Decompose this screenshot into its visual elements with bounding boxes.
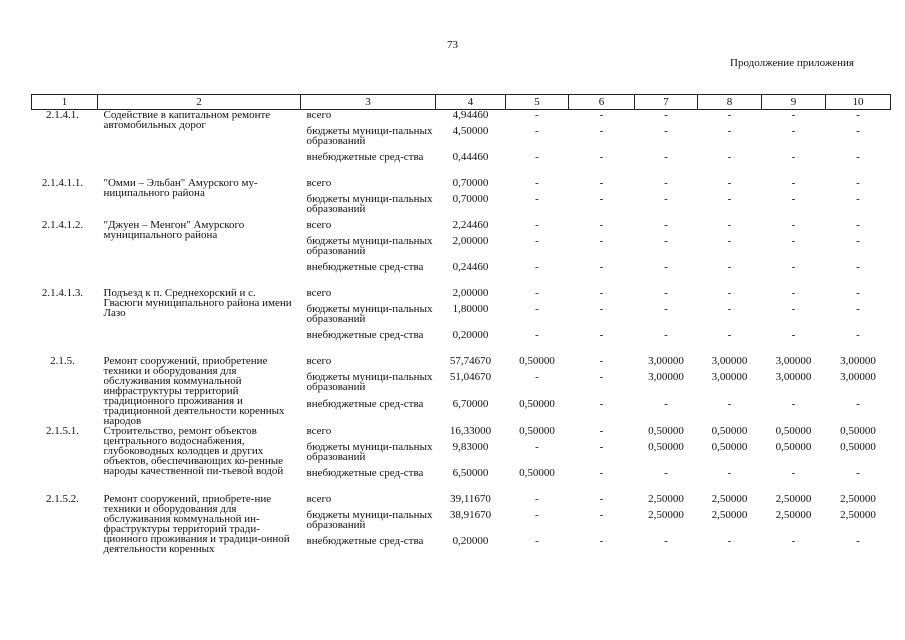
value-cell: - — [856, 397, 860, 410]
value-cell: - — [599, 508, 604, 521]
value-cell: - — [856, 124, 860, 137]
value-cell: - — [599, 302, 604, 315]
value-cell: - — [791, 260, 796, 273]
value-cell: - — [599, 218, 604, 231]
column-header: 5 — [506, 95, 569, 110]
value-cell: - — [727, 234, 732, 247]
value-cell: - — [535, 109, 539, 121]
column-header: 8 — [698, 95, 762, 110]
value-cell: 16,33000 — [449, 424, 492, 437]
value-cell: 0,50000 — [519, 424, 555, 437]
value-cell: - — [791, 218, 796, 231]
value-cell: - — [535, 218, 539, 231]
item-code: 2.1.5.2. — [46, 492, 79, 505]
funding-source: внебюджетные сред-ства — [306, 150, 424, 163]
value-cell: 0,50000 — [711, 440, 748, 453]
value-cell: - — [535, 150, 539, 163]
value-cell: 0,20000 — [452, 534, 489, 547]
item-name: Ремонт сооружений, приобретение техники и оборудования для обслуживания коммунальной инфраструктуры территорий традиционного проживания и традиционной деятельности коренных народов — [103, 354, 285, 427]
value-cell: - — [791, 176, 796, 189]
value-cell: - — [535, 370, 539, 383]
value-cell: 2,50000 — [775, 492, 812, 505]
value-cell: - — [599, 466, 604, 479]
value-cell: - — [535, 286, 539, 299]
value-cell: 6,70000 — [452, 397, 489, 410]
value-cell: 39,11670 — [450, 492, 491, 505]
item-name: "Омми – Эльбан" Амурского му-ниципального района — [103, 176, 258, 199]
item-name: Содействие в капитальном ремонте автомобильных дорог — [103, 109, 271, 131]
item-name: Ремонт сооружений, приобрете-ние техники и оборудования для обслуживания коммунальной ин-фраструктуры территорий тради-ционного проживания и традици-онной деятельности коренных — [103, 492, 290, 555]
value-cell: - — [727, 218, 732, 231]
value-cell: - — [856, 150, 860, 163]
table-row — [32, 356, 891, 372]
value-cell: - — [664, 176, 668, 189]
value-cell: - — [856, 192, 860, 205]
value-cell: 3,00000 — [711, 370, 748, 383]
table-body — [32, 110, 891, 562]
value-cell: - — [599, 440, 604, 453]
value-cell: - — [599, 534, 604, 547]
value-cell: - — [727, 260, 732, 273]
value-cell: - — [535, 176, 539, 189]
funding-source: всего — [306, 354, 332, 367]
item-code: 2.1.4.1.1. — [41, 176, 84, 189]
value-cell: - — [856, 286, 860, 299]
value-cell: - — [664, 124, 668, 137]
funding-source: бюджеты муници-пальных образований — [306, 192, 433, 215]
value-cell: - — [664, 109, 668, 121]
value-cell: 0,50000 — [648, 440, 684, 453]
value-cell: - — [535, 234, 539, 247]
funding-source: внебюджетные сред-ства — [306, 534, 424, 547]
value-cell: - — [791, 150, 796, 163]
value-cell: - — [664, 286, 668, 299]
value-cell: - — [727, 302, 732, 315]
value-cell: - — [535, 492, 539, 505]
value-cell: - — [727, 192, 732, 205]
value-cell: - — [599, 286, 604, 299]
value-cell: - — [599, 124, 604, 137]
value-cell: - — [856, 534, 860, 547]
funding-source: бюджеты муници-пальных образований — [306, 302, 433, 325]
item-name: Подъезд к п. Среднехорский и с. Гвасюги муниципального района имени Лазо — [103, 286, 292, 319]
value-cell: - — [856, 234, 860, 247]
value-cell: - — [599, 176, 604, 189]
value-cell: 2,24460 — [452, 218, 489, 231]
value-cell: 6,50000 — [452, 466, 489, 479]
value-cell: - — [791, 109, 796, 121]
value-cell: 0,44460 — [452, 150, 489, 163]
value-cell: 0,50000 — [519, 466, 555, 479]
item-code: 2.1.4.1.3. — [41, 286, 84, 299]
value-cell: - — [791, 234, 796, 247]
column-header: 2 — [98, 95, 301, 110]
value-cell: - — [856, 218, 860, 231]
value-cell: 3,00000 — [775, 370, 812, 383]
value-cell: 3,00000 — [648, 370, 684, 383]
value-cell: - — [535, 440, 539, 453]
value-cell: 3,00000 — [840, 370, 876, 383]
value-cell: - — [664, 302, 668, 315]
value-cell: 2,50000 — [648, 492, 684, 505]
value-cell: - — [535, 534, 539, 547]
value-cell: - — [599, 492, 604, 505]
value-cell: 0,50000 — [840, 424, 876, 437]
value-cell: 0,50000 — [711, 424, 748, 437]
value-cell: 0,50000 — [840, 440, 876, 453]
value-cell: - — [856, 176, 860, 189]
continuation-note: Продолжение приложения — [730, 57, 854, 69]
value-cell: 3,00000 — [711, 354, 748, 367]
funding-source: бюджеты муници-пальных образований — [306, 508, 433, 531]
value-cell: - — [599, 370, 604, 383]
funding-source: внебюджетные сред-ства — [306, 260, 424, 273]
value-cell: - — [599, 150, 604, 163]
value-cell: - — [791, 302, 796, 315]
value-cell: 2,50000 — [775, 508, 812, 521]
funding-source: внебюджетные сред-ства — [306, 466, 424, 479]
value-cell: - — [727, 466, 732, 479]
value-cell: - — [791, 328, 796, 341]
page-number: 73 — [447, 39, 458, 51]
value-cell: - — [664, 328, 668, 341]
value-cell: 2,50000 — [648, 508, 684, 521]
value-cell: 4,50000 — [452, 124, 489, 137]
value-cell: 0,50000 — [519, 397, 555, 410]
value-cell: - — [727, 534, 732, 547]
item-code: 2.1.4.1. — [46, 109, 79, 121]
funding-source: всего — [306, 109, 332, 121]
value-cell: - — [664, 397, 668, 410]
value-cell: - — [791, 534, 796, 547]
table-row — [32, 494, 891, 510]
funding-source: бюджеты муници-пальных образований — [306, 124, 433, 147]
value-cell: 3,00000 — [840, 354, 876, 367]
value-cell: 1,80000 — [452, 302, 489, 315]
funding-source: всего — [306, 492, 332, 505]
value-cell: - — [664, 234, 668, 247]
value-cell: - — [664, 150, 668, 163]
value-cell: 57,74670 — [449, 354, 492, 367]
value-cell: - — [856, 302, 860, 315]
value-cell: - — [856, 328, 860, 341]
item-code: 2.1.5. — [50, 354, 75, 367]
value-cell: - — [599, 234, 604, 247]
value-cell: 0,50000 — [648, 424, 684, 437]
table-row — [32, 426, 891, 442]
value-cell: - — [727, 150, 732, 163]
value-cell: - — [535, 508, 539, 521]
value-cell: - — [727, 328, 732, 341]
value-cell: - — [791, 286, 796, 299]
table-row — [32, 178, 891, 194]
item-name: "Джуен – Менгон" Амурского муниципального района — [103, 218, 245, 241]
value-cell: 2,50000 — [711, 492, 748, 505]
value-cell: - — [535, 192, 539, 205]
value-cell: 3,00000 — [775, 354, 812, 367]
funding-source: бюджеты муници-пальных образований — [306, 234, 433, 257]
value-cell: - — [727, 397, 732, 410]
funding-source: всего — [306, 218, 332, 231]
value-cell: - — [791, 397, 796, 410]
value-cell: - — [727, 286, 732, 299]
value-cell: - — [664, 534, 668, 547]
value-cell: - — [856, 466, 860, 479]
value-cell: 38,91670 — [449, 508, 492, 521]
column-header: 7 — [635, 95, 698, 110]
value-cell: - — [664, 466, 668, 479]
funding-source: внебюджетные сред-ства — [306, 328, 424, 341]
table-row — [32, 220, 891, 236]
value-cell: 2,00000 — [452, 234, 489, 247]
value-cell: - — [856, 109, 860, 121]
value-cell: - — [599, 109, 604, 121]
funding-source: всего — [306, 424, 332, 437]
value-cell: 2,50000 — [711, 508, 748, 521]
value-cell: - — [599, 354, 604, 367]
value-cell: - — [791, 192, 796, 205]
item-name: Строительство, ремонт объектов центрального водоснабжения, глубоководных колодцев и других объектов, обеспечивающих ко-ренные народы качественной пи-тьевой водой — [103, 424, 284, 477]
value-cell: - — [727, 124, 732, 137]
value-cell: - — [535, 124, 539, 137]
column-header: 6 — [569, 95, 635, 110]
value-cell: 0,50000 — [775, 440, 812, 453]
value-cell: - — [599, 260, 604, 273]
column-header: 10 — [826, 95, 891, 110]
funding-source: бюджеты муници-пальных образований — [306, 440, 433, 463]
value-cell: 0,70000 — [452, 176, 489, 189]
value-cell: 0,50000 — [519, 354, 555, 367]
value-cell: - — [664, 260, 668, 273]
value-cell: - — [535, 260, 539, 273]
value-cell: 0,20000 — [452, 328, 489, 341]
value-cell: - — [599, 424, 604, 437]
table-row — [32, 110, 891, 126]
value-cell: - — [599, 192, 604, 205]
column-header: 1 — [32, 95, 98, 110]
funding-source: всего — [306, 176, 332, 189]
table-header-row — [32, 95, 891, 110]
value-cell: 0,50000 — [775, 424, 812, 437]
value-cell: - — [856, 260, 860, 273]
value-cell: - — [791, 466, 796, 479]
funding-source: внебюджетные сред-ства — [306, 397, 424, 410]
item-code: 2.1.4.1.2. — [41, 218, 84, 231]
value-cell: 0,24460 — [452, 260, 489, 273]
value-cell: - — [535, 328, 539, 341]
value-cell: - — [599, 397, 604, 410]
value-cell: - — [599, 328, 604, 341]
value-cell: - — [791, 124, 796, 137]
column-header: 3 — [301, 95, 436, 110]
value-cell: 2,50000 — [840, 492, 876, 505]
column-header: 4 — [436, 95, 506, 110]
value-cell: 51,04670 — [449, 370, 492, 383]
value-cell: 3,00000 — [648, 354, 684, 367]
appendix-table — [31, 94, 891, 562]
value-cell: 2,00000 — [452, 286, 489, 299]
value-cell: 4,94460 — [452, 109, 489, 121]
table-row — [32, 288, 891, 304]
value-cell: 9,83000 — [452, 440, 489, 453]
funding-source: бюджеты муници-пальных образований — [306, 370, 433, 393]
funding-source: всего — [306, 286, 332, 299]
value-cell: - — [664, 192, 668, 205]
value-cell: 2,50000 — [840, 508, 876, 521]
value-cell: - — [664, 218, 668, 231]
value-cell: - — [727, 109, 732, 121]
value-cell: - — [535, 302, 539, 315]
column-header: 9 — [762, 95, 826, 110]
value-cell: 0,70000 — [452, 192, 489, 205]
item-code: 2.1.5.1. — [46, 424, 79, 437]
value-cell: - — [727, 176, 732, 189]
